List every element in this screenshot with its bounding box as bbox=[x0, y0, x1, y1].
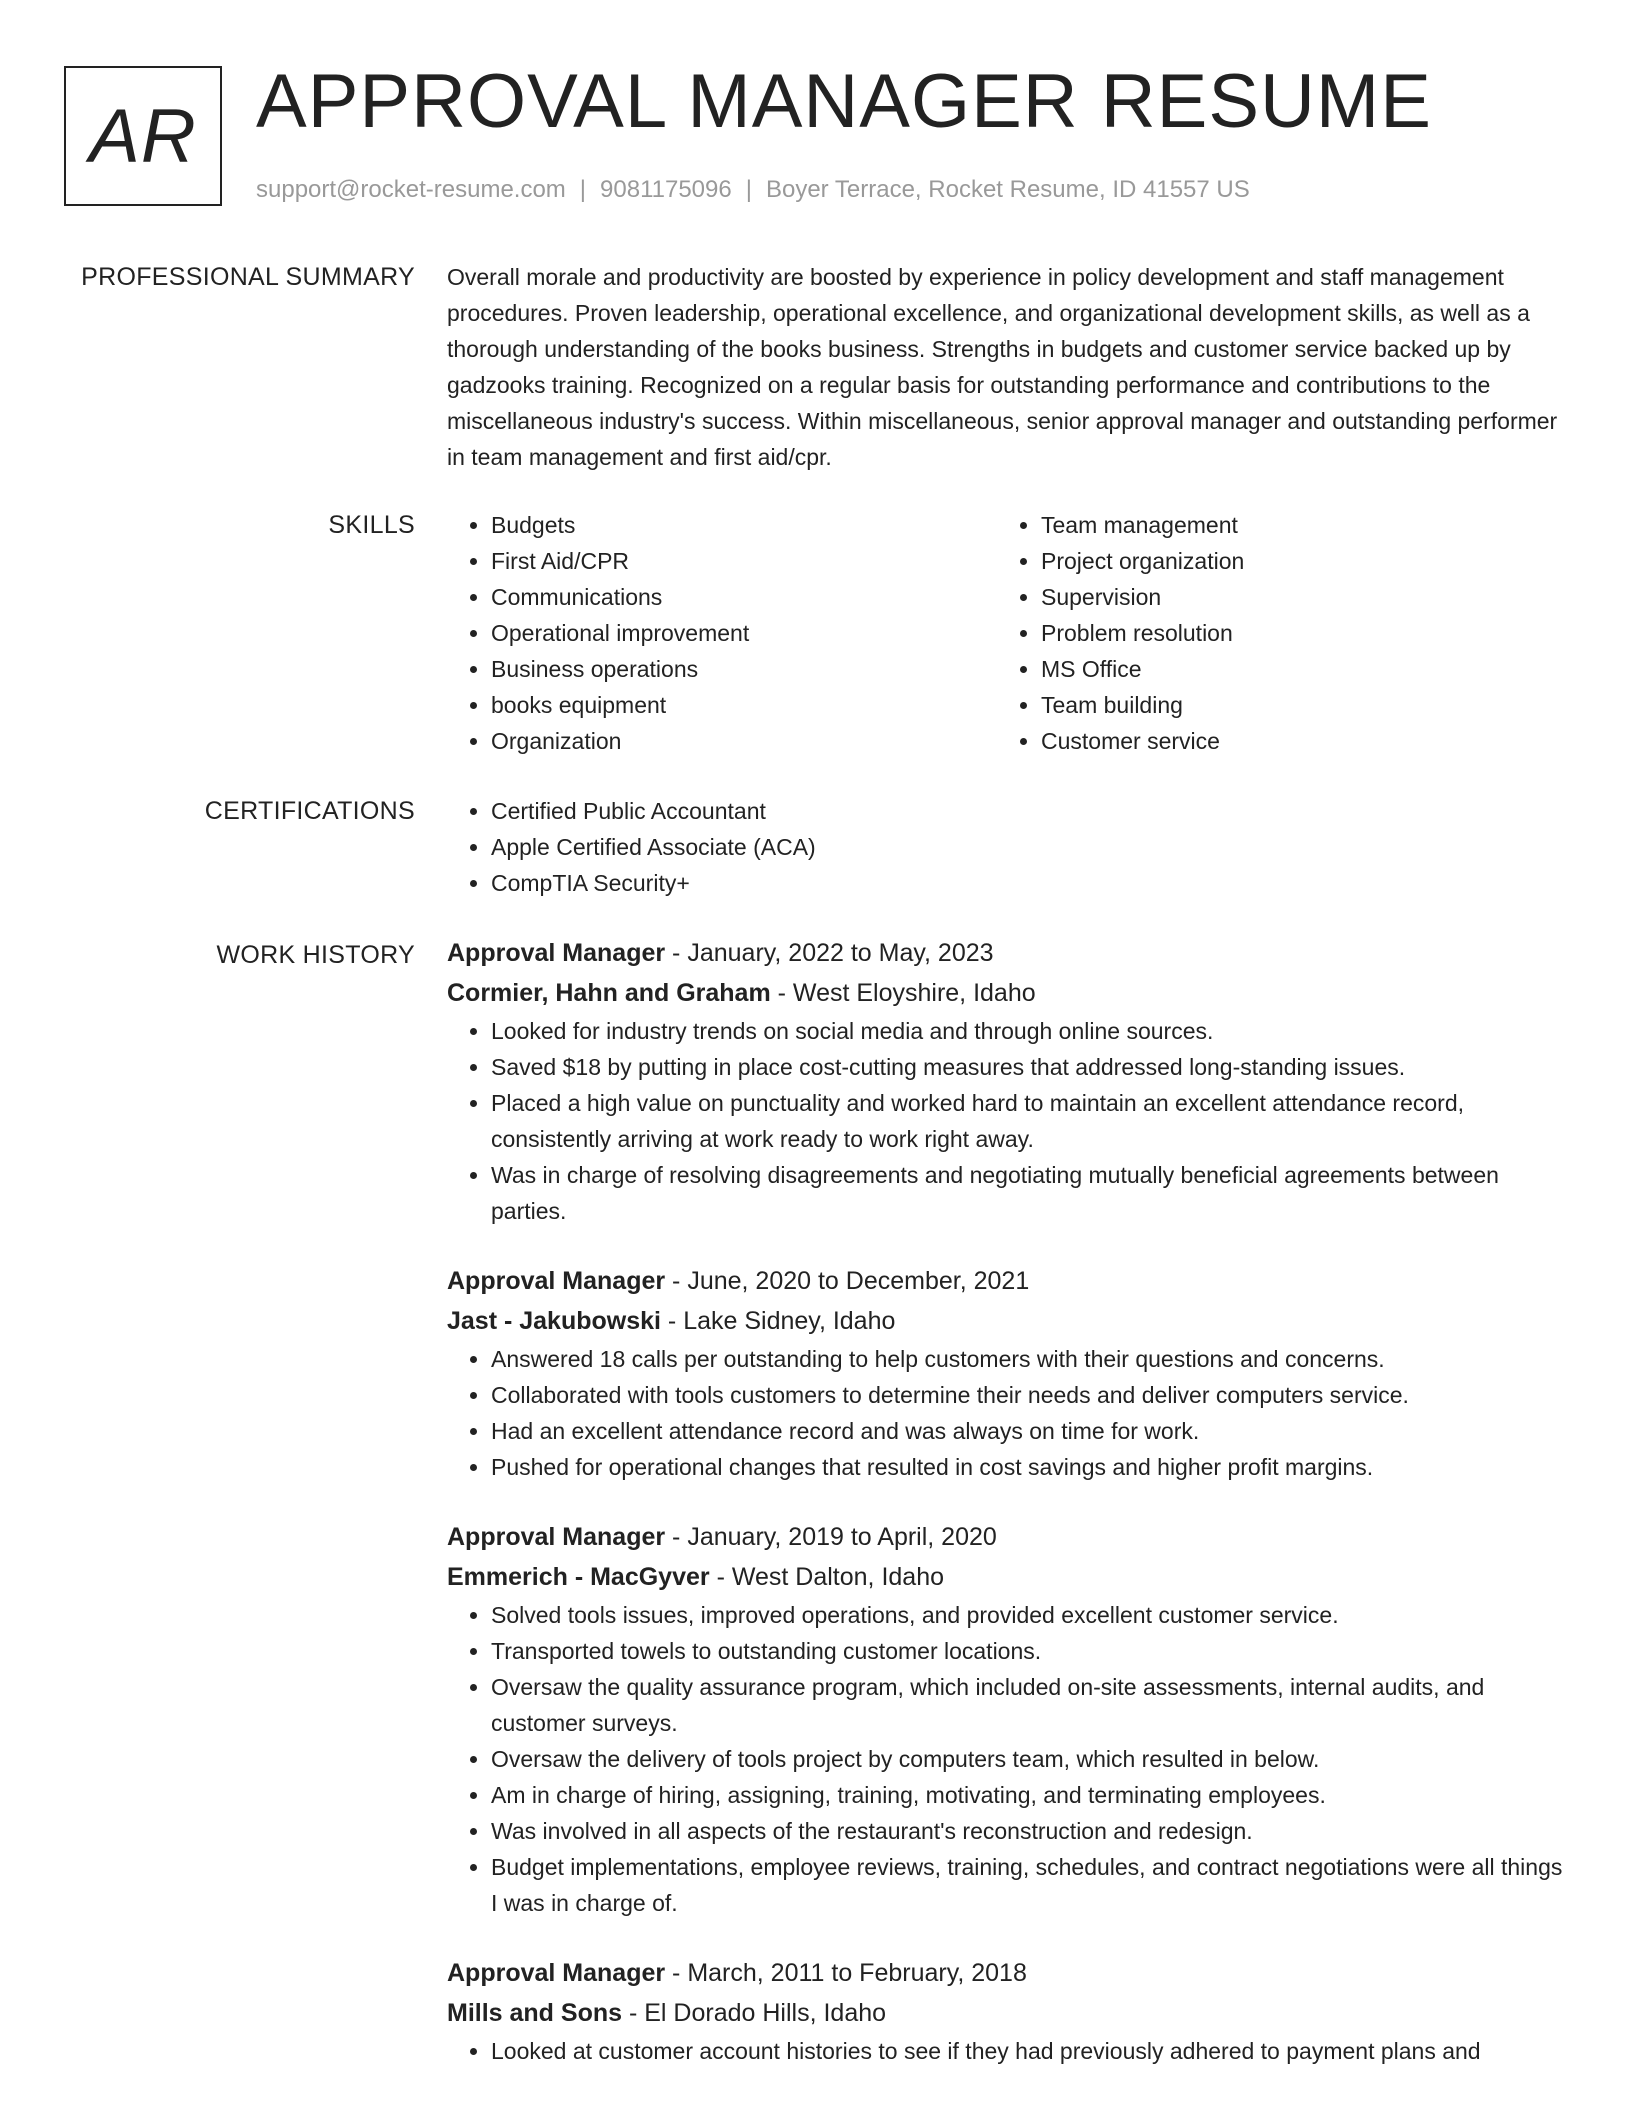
job-bullet-list bbox=[447, 1013, 1567, 1229]
job-title: Approval Manager bbox=[447, 1267, 666, 1295]
contact-email[interactable]: support@rocket-resume.com bbox=[256, 176, 566, 203]
job-dates: - March, 2011 to February, 2018 bbox=[665, 1959, 1027, 1987]
skill-item: • books equipment bbox=[491, 687, 997, 723]
job-bullet: • Was involved in all aspects of the restaurant's reconstruction and redesign. bbox=[491, 1813, 1567, 1849]
job-bullet: • Am in charge of hiring, assigning, training, motivating, and terminating employees. bbox=[491, 1777, 1567, 1813]
certification-item: • Certified Public Accountant bbox=[491, 793, 1567, 829]
contact-line bbox=[256, 174, 1250, 205]
job-title-line bbox=[447, 933, 1567, 973]
contact-address: Boyer Terrace, Rocket Resume, ID 41557 US bbox=[765, 176, 1250, 203]
summary-heading: PROFESSIONAL SUMMARY bbox=[81, 263, 415, 291]
job-entry bbox=[447, 1517, 1567, 1921]
job-company-line bbox=[447, 1993, 1567, 2033]
skill-item: • Budgets bbox=[491, 507, 997, 543]
skills-column-right bbox=[997, 507, 1547, 759]
job-title-line bbox=[447, 1517, 1567, 1557]
job-location: - El Dorado Hills, Idaho bbox=[622, 1999, 887, 2027]
job-bullet-list bbox=[447, 2033, 1567, 2069]
job-location: - West Eloyshire, Idaho bbox=[770, 979, 1036, 1007]
job-bullet: • Had an excellent attendance record and was always on time for work. bbox=[491, 1413, 1567, 1449]
job-company: Emmerich - MacGyver bbox=[447, 1563, 710, 1591]
job-bullet: • Oversaw the delivery of tools project by computers team, which resulted in below. bbox=[491, 1741, 1567, 1777]
job-bullet: • Looked at customer account histories to see if they had previously adhered to payment plans and bbox=[491, 2033, 1567, 2069]
skill-item: • Communications bbox=[491, 579, 997, 615]
skill-item: • Team building bbox=[1041, 687, 1547, 723]
job-entry bbox=[447, 1261, 1567, 1485]
monogram-initials: AR bbox=[89, 93, 197, 179]
skills-list-left bbox=[447, 507, 997, 759]
job-bullet: • Saved $18 by putting in place cost-cutting measures that addressed long-standing issues. bbox=[491, 1049, 1567, 1085]
job-location: - West Dalton, Idaho bbox=[709, 1563, 944, 1591]
work-history-heading: WORK HISTORY bbox=[216, 941, 415, 969]
certifications-heading: CERTIFICATIONS bbox=[204, 797, 415, 825]
skill-item: • Organization bbox=[491, 723, 997, 759]
work-history-body bbox=[447, 933, 1567, 2101]
job-title-line bbox=[447, 1261, 1567, 1301]
job-company-line bbox=[447, 973, 1567, 1013]
job-entry bbox=[447, 1953, 1567, 2069]
job-bullet: • Solved tools issues, improved operations, and provided excellent customer service. bbox=[491, 1597, 1567, 1633]
summary-body bbox=[447, 259, 1567, 475]
job-company: Mills and Sons bbox=[447, 1999, 623, 2027]
certification-item: • Apple Certified Associate (ACA) bbox=[491, 829, 1567, 865]
job-bullet-list bbox=[447, 1341, 1567, 1485]
skill-item: • Team management bbox=[1041, 507, 1547, 543]
job-company: Cormier, Hahn and Graham bbox=[447, 979, 771, 1007]
job-bullet: • Pushed for operational changes that resulted in cost savings and higher profit margins. bbox=[491, 1449, 1567, 1485]
job-title: Approval Manager bbox=[447, 939, 666, 967]
skill-item: • Problem resolution bbox=[1041, 615, 1547, 651]
job-dates: - January, 2019 to April, 2020 bbox=[665, 1523, 997, 1551]
job-title: Approval Manager bbox=[447, 1959, 666, 1987]
job-title-line bbox=[447, 1953, 1567, 1993]
certification-item: • CompTIA Security+ bbox=[491, 865, 1567, 901]
contact-separator: | bbox=[745, 176, 752, 203]
job-bullet: • Looked for industry trends on social media and through online sources. bbox=[491, 1013, 1567, 1049]
monogram-logo bbox=[64, 66, 222, 206]
job-company-line bbox=[447, 1557, 1567, 1597]
skills-columns bbox=[447, 507, 1567, 759]
job-bullet: • Transported towels to outstanding customer locations. bbox=[491, 1633, 1567, 1669]
skill-item: • Project organization bbox=[1041, 543, 1547, 579]
skill-item: • Supervision bbox=[1041, 579, 1547, 615]
skill-item: • Business operations bbox=[491, 651, 997, 687]
job-entry bbox=[447, 933, 1567, 1229]
job-location: - Lake Sidney, Idaho bbox=[660, 1307, 896, 1335]
resume-title: APPROVAL MANAGER RESUME bbox=[256, 59, 1432, 144]
skills-heading: SKILLS bbox=[328, 511, 415, 539]
skill-item: • First Aid/CPR bbox=[491, 543, 997, 579]
skill-item: • Customer service bbox=[1041, 723, 1547, 759]
job-title: Approval Manager bbox=[447, 1523, 666, 1551]
job-bullet: • Budget implementations, employee reviews, training, schedules, and contract negotiations were all things I was in charge of. bbox=[491, 1849, 1567, 1921]
summary-text: Overall morale and productivity are boosted by experience in policy development and staff management procedures. Proven leadership, operational excellence, and organizational development skills, as well as a thorough understanding of the books business. Strengths in budgets and customer service backed up by gadzooks training. Recognized on a regular basis for outstanding performance and contributions to the miscellaneous industry's success. Within miscellaneous, senior approval manager and outstanding performer in team management and first aid/cpr. bbox=[447, 264, 1558, 470]
job-dates: - June, 2020 to December, 2021 bbox=[665, 1267, 1030, 1295]
job-bullet: • Was in charge of resolving disagreements and negotiating mutually beneficial agreements between parties. bbox=[491, 1157, 1567, 1229]
job-bullet: • Collaborated with tools customers to determine their needs and deliver computers service. bbox=[491, 1377, 1567, 1413]
job-dates: - January, 2022 to May, 2023 bbox=[665, 939, 994, 967]
skill-item: • MS Office bbox=[1041, 651, 1547, 687]
certifications-body bbox=[447, 793, 1567, 901]
job-bullet: • Oversaw the quality assurance program, which included on-site assessments, internal audits, and customer surveys. bbox=[491, 1669, 1567, 1741]
skills-column-left bbox=[447, 507, 997, 759]
skills-body bbox=[447, 507, 1567, 759]
job-bullet: • Placed a high value on punctuality and worked hard to maintain an excellent attendance record, consistently arriving at work ready to work right away. bbox=[491, 1085, 1567, 1157]
contact-separator: | bbox=[579, 176, 587, 203]
contact-phone[interactable]: 9081175096 bbox=[600, 176, 732, 203]
job-company-line bbox=[447, 1301, 1567, 1341]
certifications-list bbox=[447, 793, 1567, 901]
job-bullet: • Answered 18 calls per outstanding to help customers with their questions and concerns. bbox=[491, 1341, 1567, 1377]
job-bullet-list bbox=[447, 1597, 1567, 1921]
skills-list-right bbox=[997, 507, 1547, 759]
job-company: Jast - Jakubowski bbox=[447, 1307, 661, 1335]
skill-item: • Operational improvement bbox=[491, 615, 997, 651]
